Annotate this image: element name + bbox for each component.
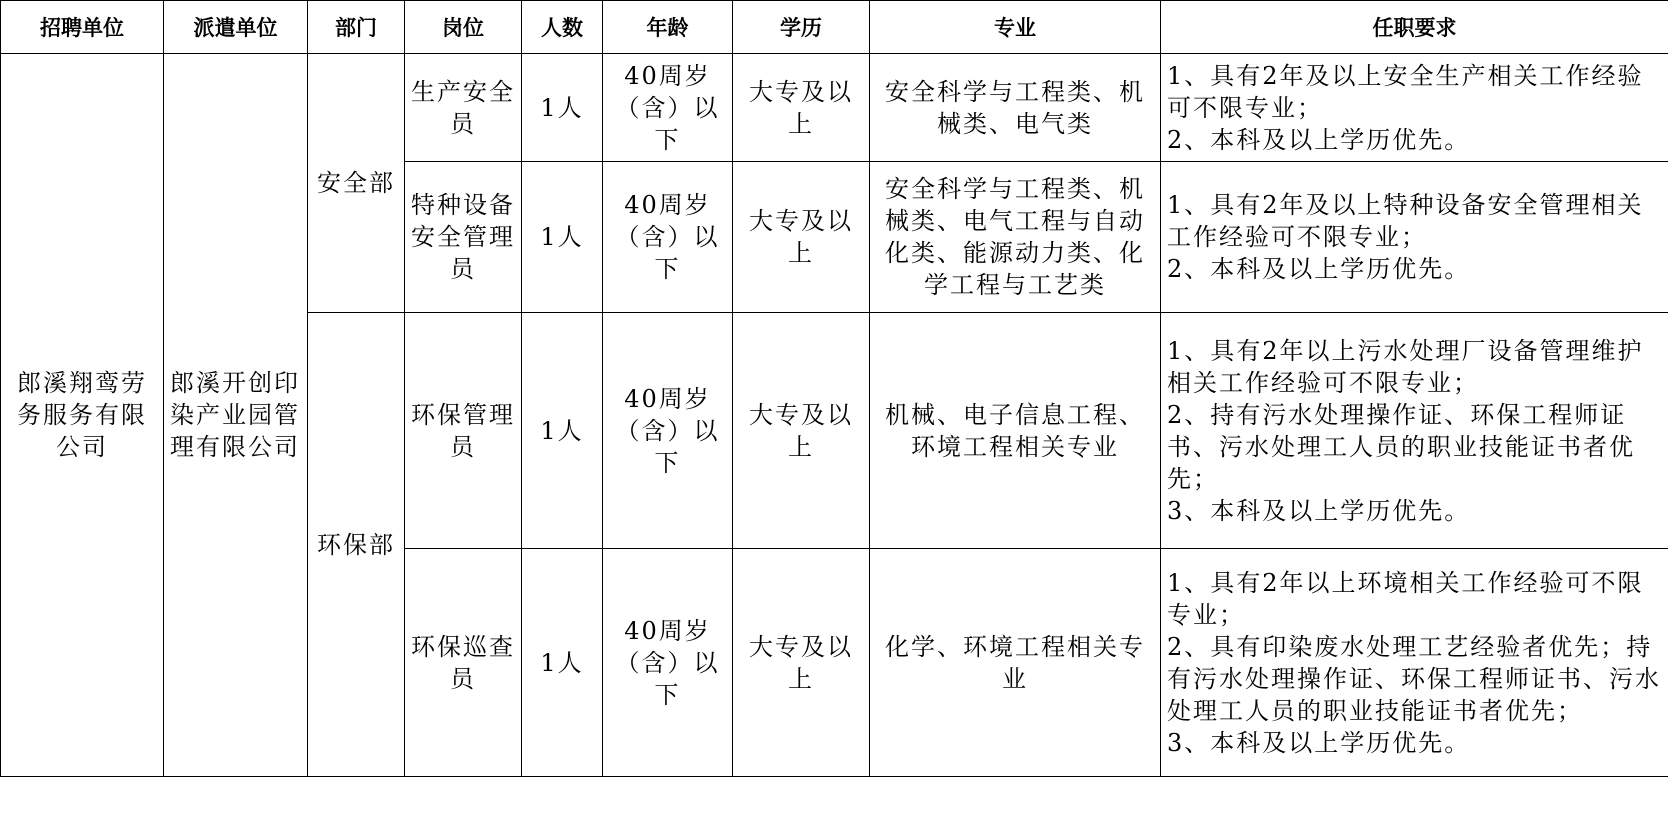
requirement-item: 1、具有2年及以上特种设备安全管理相关工作经验可不限专业； bbox=[1167, 191, 1644, 251]
age-cell: 40周岁（含）以下 bbox=[603, 313, 733, 549]
header-department: 部门 bbox=[308, 1, 405, 54]
requirement-item: 1、具有2年及以上安全生产相关工作经验可不限专业； bbox=[1167, 61, 1644, 122]
dispatch-unit-cell: 郎溪开创印染产业园管理有限公司 bbox=[164, 54, 308, 777]
header-education: 学历 bbox=[733, 1, 870, 54]
position-cell: 特种设备安全管理员 bbox=[405, 162, 522, 313]
requirements-cell bbox=[1161, 313, 1668, 549]
position-cell: 生产安全员 bbox=[405, 54, 522, 162]
count-cell: 1人 bbox=[522, 54, 603, 162]
requirement-item: 1、具有2年以上环境相关工作经验可不限专业； bbox=[1167, 568, 1644, 629]
header-row bbox=[1, 1, 1668, 54]
header-major: 专业 bbox=[870, 1, 1161, 54]
requirement-item: 1、具有2年以上污水处理厂设备管理维护相关工作经验可不限专业； bbox=[1167, 336, 1644, 397]
major-cell: 安全科学与工程类、机械类、电气类 bbox=[870, 54, 1161, 162]
requirement-item: 3、本科及以上学历优先。 bbox=[1167, 728, 1471, 757]
count-cell: 1人 bbox=[522, 313, 603, 549]
requirements-cell bbox=[1161, 549, 1668, 777]
education-cell: 大专及以上 bbox=[733, 162, 870, 313]
header-dispatch-unit: 派遣单位 bbox=[164, 1, 308, 54]
count-cell: 1人 bbox=[522, 162, 603, 313]
header-recruiting-unit: 招聘单位 bbox=[1, 1, 164, 54]
major-cell: 化学、环境工程相关专业 bbox=[870, 549, 1161, 777]
header-age: 年龄 bbox=[603, 1, 733, 54]
education-cell: 大专及以上 bbox=[733, 54, 870, 162]
recruiting-unit-cell: 郎溪翔鸾劳务服务有限公司 bbox=[1, 54, 164, 777]
age-cell: 40周岁（含）以下 bbox=[603, 162, 733, 313]
education-cell: 大专及以上 bbox=[733, 549, 870, 777]
header-count: 人数 bbox=[522, 1, 603, 54]
header-requirements: 任职要求 bbox=[1161, 1, 1668, 54]
requirements-cell bbox=[1161, 162, 1668, 313]
requirement-item: 3、本科及以上学历优先。 bbox=[1167, 496, 1471, 525]
count-cell: 1人 bbox=[522, 549, 603, 777]
header-position: 岗位 bbox=[405, 1, 522, 54]
requirements-cell bbox=[1161, 54, 1668, 162]
education-cell: 大专及以上 bbox=[733, 313, 870, 549]
major-cell: 安全科学与工程类、机械类、电气工程与自动化类、能源动力类、化学工程与工艺类 bbox=[870, 162, 1161, 313]
table-row bbox=[1, 54, 1668, 162]
department-cell: 环保部 bbox=[308, 313, 405, 777]
age-cell: 40周岁（含）以下 bbox=[603, 54, 733, 162]
requirement-item: 2、本科及以上学历优先。 bbox=[1167, 255, 1471, 283]
position-cell: 环保巡查员 bbox=[405, 549, 522, 777]
age-cell: 40周岁（含）以下 bbox=[603, 549, 733, 777]
requirement-item: 2、持有污水处理操作证、环保工程师证书、污水处理工人员的职业技能证书者优先； bbox=[1167, 400, 1635, 493]
major-cell: 机械、电子信息工程、环境工程相关专业 bbox=[870, 313, 1161, 549]
requirement-item: 2、本科及以上学历优先。 bbox=[1167, 125, 1471, 154]
position-cell: 环保管理员 bbox=[405, 313, 522, 549]
department-cell: 安全部 bbox=[308, 54, 405, 313]
requirement-item: 2、具有印染废水处理工艺经验者优先；持有污水处理操作证、环保工程师证书、污水处理工人员的职业技能证书者优先； bbox=[1167, 632, 1661, 725]
